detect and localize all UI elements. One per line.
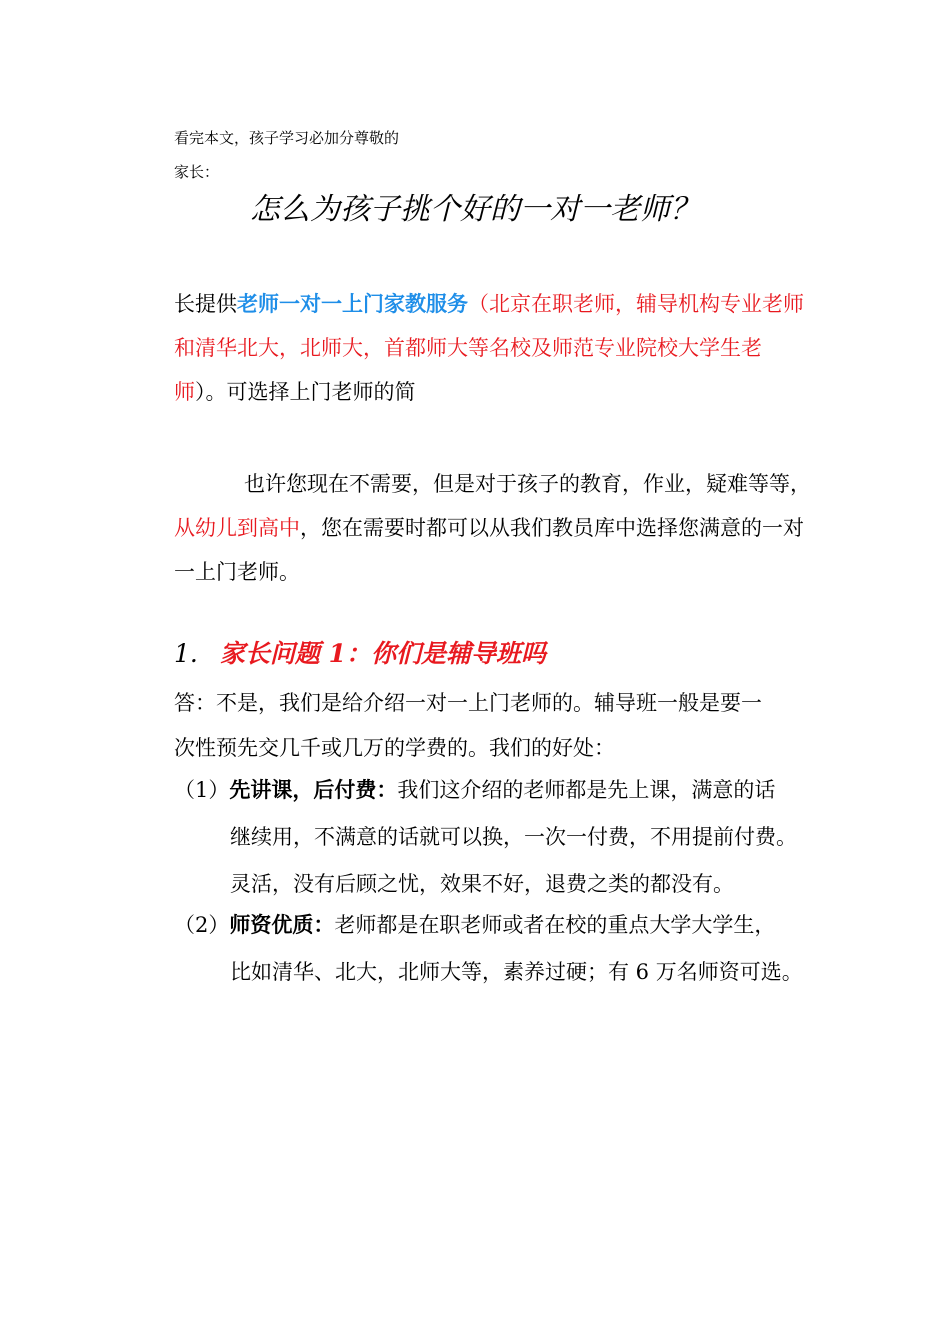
- benefit-item-2: [174, 901, 814, 996]
- section-number: 1.: [174, 639, 198, 668]
- open-paren: （: [468, 292, 489, 316]
- benefit-text-continued: 灵活，没有后顾之忧，效果不好，退费之类的都没有。: [230, 872, 734, 896]
- intro-line-1: 看完本文，孩子学习必加分尊敬的: [174, 129, 400, 147]
- section-heading: [174, 637, 546, 671]
- benefit-label: 师资优质：: [229, 912, 335, 937]
- answer-line-2: 次性预先交几千或几万的学费的。我们的好处：: [174, 736, 615, 760]
- service-name: 老师一对一上门家教服务: [237, 291, 468, 316]
- benefit-text: 我们这介绍的老师都是先上课，满意的话: [397, 778, 776, 802]
- section-title: 家长问题 1：你们是辅导班吗: [219, 639, 546, 668]
- benefit-text: 老师都是在职老师或者在校的重点大学大学生，: [334, 913, 776, 937]
- service-prefix: 长提供: [174, 292, 237, 316]
- benefit-item-1: [174, 766, 814, 908]
- page-title: 怎么为孩子挑个好的一对一老师？: [250, 192, 700, 227]
- benefit-marker: （2）: [174, 913, 230, 937]
- benefit-text-continued: 比如清华、北大，北师大等，素养过硬；有 6 万名师资可选。: [230, 960, 803, 984]
- benefit-label: 先讲课，后付费：: [229, 777, 398, 802]
- benefit-item-1-first-line: [174, 766, 814, 814]
- intro-line-2: 家长：: [174, 163, 220, 181]
- need-part-1: 也许您现在不需要，但是对于孩子的教育，作业，疑难等等，: [244, 472, 811, 496]
- need-paragraph: [174, 462, 814, 594]
- need-part-2: ，您在需要时都可以从我们教员库中选择您满意的一对一上门老师。: [174, 516, 804, 584]
- service-rest: ）。可选择上门老师的简: [195, 380, 416, 404]
- benefit-text-continued: 继续用，不满意的话就可以换，一次一付费，不用提前付费。: [230, 825, 797, 849]
- age-range-highlight: 从幼儿到高中: [174, 516, 300, 540]
- benefit-marker: （1）: [174, 778, 230, 802]
- answer-line-1: 答：不是，我们是给介绍一对一上门老师的。辅导班一般是要一: [174, 691, 762, 715]
- teacher-sources: 北京在职老师，辅导机构专业老师和清华北大，北师大，首都师大等名校及师范专业院校大学生老师: [174, 292, 804, 404]
- benefit-item-2-first-line: [174, 901, 814, 949]
- service-paragraph: [174, 282, 814, 414]
